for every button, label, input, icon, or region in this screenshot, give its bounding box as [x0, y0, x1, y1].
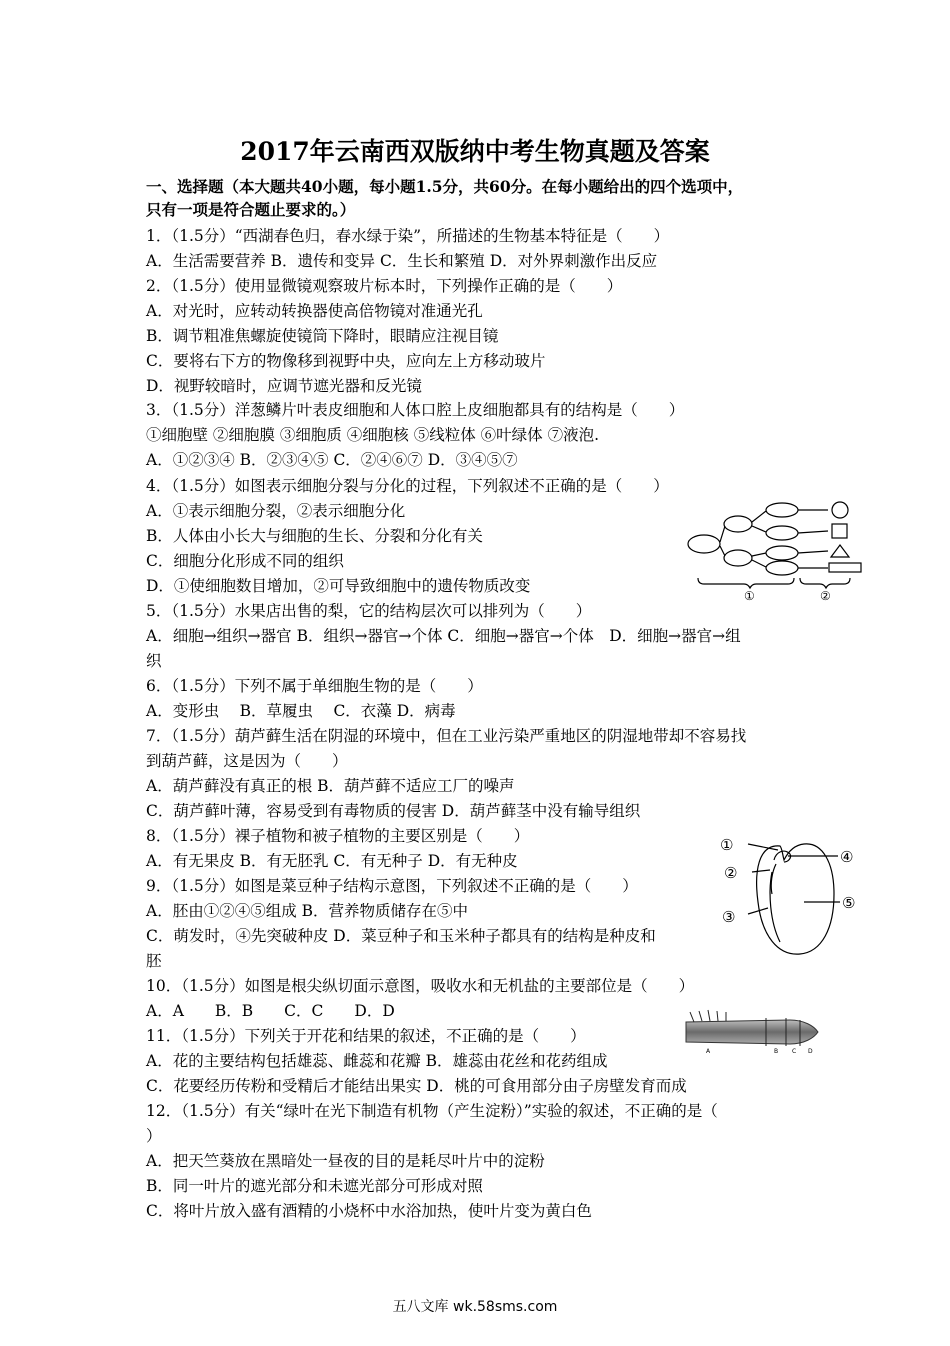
text-line: 10．（1.5分）如图是根尖纵切面示意图，吸收水和无机盐的主要部位是（ ） — [146, 977, 695, 995]
text-line: A．把天竺葵放在黑暗处一昼夜的目的是耗尽叶片中的淀粉 — [146, 1152, 545, 1170]
cell-ellipse — [724, 550, 752, 566]
seed-label-2: ② — [724, 864, 738, 882]
text-line: B．同一叶片的遮光部分和未遮光部分可形成对照 — [146, 1177, 483, 1195]
page-title: 2017年云南西双版纳中考生物真题及答案 — [240, 137, 710, 166]
text-line: A．葫芦藓没有真正的根 B．葫芦藓不适应工厂的噪声 — [146, 777, 515, 795]
fig-label-2: ② — [820, 589, 831, 602]
text-line: C．要将右下方的物像移到视野中央，应向左上方移动玻片 — [146, 352, 546, 370]
text-line: C．葫芦藓叶薄，容易受到有毒物质的侵害 D．葫芦藓茎中没有输导组织 — [146, 802, 641, 820]
text-line: 6．（1.5分）下列不属于单细胞生物的是（ ） — [146, 677, 483, 695]
text-line: A．有无果皮 B．有无胚乳 C．有无种子 D．有无种皮 — [146, 852, 518, 870]
text-line: 8．（1.5分）裸子植物和被子植物的主要区别是（ ） — [146, 827, 530, 845]
seed-coat — [757, 844, 834, 954]
cell-ellipse — [724, 516, 752, 532]
root-label-d: D — [808, 1048, 813, 1055]
text-line: C．萌发时，④先突破种皮 D．菜豆种子和玉米种子都具有的结构是种皮和 — [146, 927, 656, 945]
bean-seed-diagram — [718, 832, 868, 972]
seed-label-4: ④ — [840, 848, 854, 866]
text-line: A．①表示细胞分裂，②表示细胞分化 — [146, 502, 406, 520]
root-tip-diagram — [682, 1006, 822, 1056]
cell-ellipse — [766, 546, 798, 560]
cell-ellipse — [766, 526, 798, 540]
text-line: 12．（1.5分）有关“绿叶在光下制造有机物（产生淀粉）”实验的叙述，不正确的是（ — [146, 1102, 718, 1120]
text-line: B．人体由小长大与细胞的生长、分裂和分化有关 — [146, 527, 483, 545]
seed-label-1: ① — [720, 836, 734, 854]
cell-ellipse — [766, 561, 798, 575]
section-heading: 只有一项是符合题止要求的。） — [146, 200, 356, 219]
cell-ellipse — [766, 503, 798, 517]
text-line: 到葫芦藓，这是因为（ ） — [146, 752, 348, 770]
text-line: A．花的主要结构包括雄蕊、雌蕊和花瓣 B．雄蕊由花丝和花药组成 — [146, 1052, 608, 1070]
page-footer: 五八文库 wk.58sms.com — [392, 1299, 558, 1315]
cell-ellipse — [688, 535, 720, 553]
root-label-a: A — [706, 1048, 711, 1055]
text-line: C．将叶片放入盛有酒精的小烧杯中水浴加热，使叶片变为黄白色 — [146, 1202, 592, 1220]
text-line: 胚 — [146, 952, 162, 970]
root-label-c: C — [792, 1048, 797, 1055]
text-line: A．细胞→组织→器官 B．组织→器官→个体 C．细胞→器官→个体 D．细胞→器官→组 — [146, 627, 741, 645]
text-line: 4．（1.5分）如图表示细胞分裂与分化的过程，下列叙述不正确的是（ ） — [146, 477, 669, 495]
text-line: 3．（1.5分）洋葱鳞片叶表皮细胞和人体口腔上皮细胞都具有的结构是（ ） — [146, 401, 685, 419]
text-line: ） — [146, 1127, 162, 1145]
root-label-b: B — [774, 1048, 779, 1055]
square-cell — [832, 524, 847, 538]
text-line: A．A B．B C．C D．D — [146, 1002, 395, 1020]
fig-label-1: ① — [744, 589, 755, 602]
text-line: C．花要经历传粉和受精后才能结出果实 D．桃的可食用部分由子房壁发育而成 — [146, 1077, 687, 1095]
text-line: 5．（1.5分）水果店出售的梨，它的结构层次可以排列为（ ） — [146, 602, 592, 620]
section-heading: 一、选择题（本大题共40小题，每小题1.5分，共60分。在每小题给出的四个选项中， — [146, 177, 744, 196]
text-line: A．对光时，应转动转换器使高倍物镜对准通光孔 — [146, 302, 483, 320]
text-line: B．调节粗准焦螺旋使镜筒下降时，眼睛应注视目镜 — [146, 327, 499, 345]
text-line: C．细胞分化形成不同的组织 — [146, 552, 344, 570]
text-line: A．变形虫 B．草履虫 C．衣藻 D．病毒 — [146, 702, 456, 720]
seed-label-5: ⑤ — [842, 894, 856, 912]
text-line: A．生活需要营养 B．遗传和变异 C．生长和繁殖 D．对外界刺激作出反应 — [146, 252, 658, 270]
text-line: 11．（1.5分）下列关于开花和结果的叙述，不正确的是（ ） — [146, 1027, 586, 1045]
text-line: 织 — [146, 652, 162, 670]
rect-cell — [829, 563, 861, 572]
triangle-cell — [831, 545, 849, 557]
root-body — [686, 1020, 818, 1044]
text-line: A．①②③④ B．②③④⑤ C．②④⑥⑦ D．③④⑤⑦ — [146, 451, 518, 469]
text-line: 1．（1.5分）“西湖春色归，春水绿于染”，所描述的生物基本特征是（ ） — [146, 227, 670, 245]
round-cell — [832, 502, 848, 518]
text-line: 7．（1.5分）葫芦藓生活在阴湿的环境中，但在工业污染严重地区的阴湿地带却不容易找 — [146, 727, 747, 745]
text-line: A．胚由①②④⑤组成 B．营养物质储存在⑤中 — [146, 902, 469, 920]
text-line: 9．（1.5分）如图是菜豆种子结构示意图，下列叙述不正确的是（ ） — [146, 877, 638, 895]
text-line: ①细胞壁 ②细胞膜 ③细胞质 ④细胞核 ⑤线粒体 ⑥叶绿体 ⑦液泡. — [146, 426, 599, 444]
seed-label-3: ③ — [722, 908, 736, 926]
text-line: D．①使细胞数目增加，②可导致细胞中的遗传物质改变 — [146, 577, 531, 595]
text-line: 2．（1.5分）使用显微镜观察玻片标本时，下列操作正确的是（ ） — [146, 277, 623, 295]
text-line: D．视野较暗时，应调节遮光器和反光镜 — [146, 377, 422, 395]
cell-division-diagram — [684, 498, 864, 602]
